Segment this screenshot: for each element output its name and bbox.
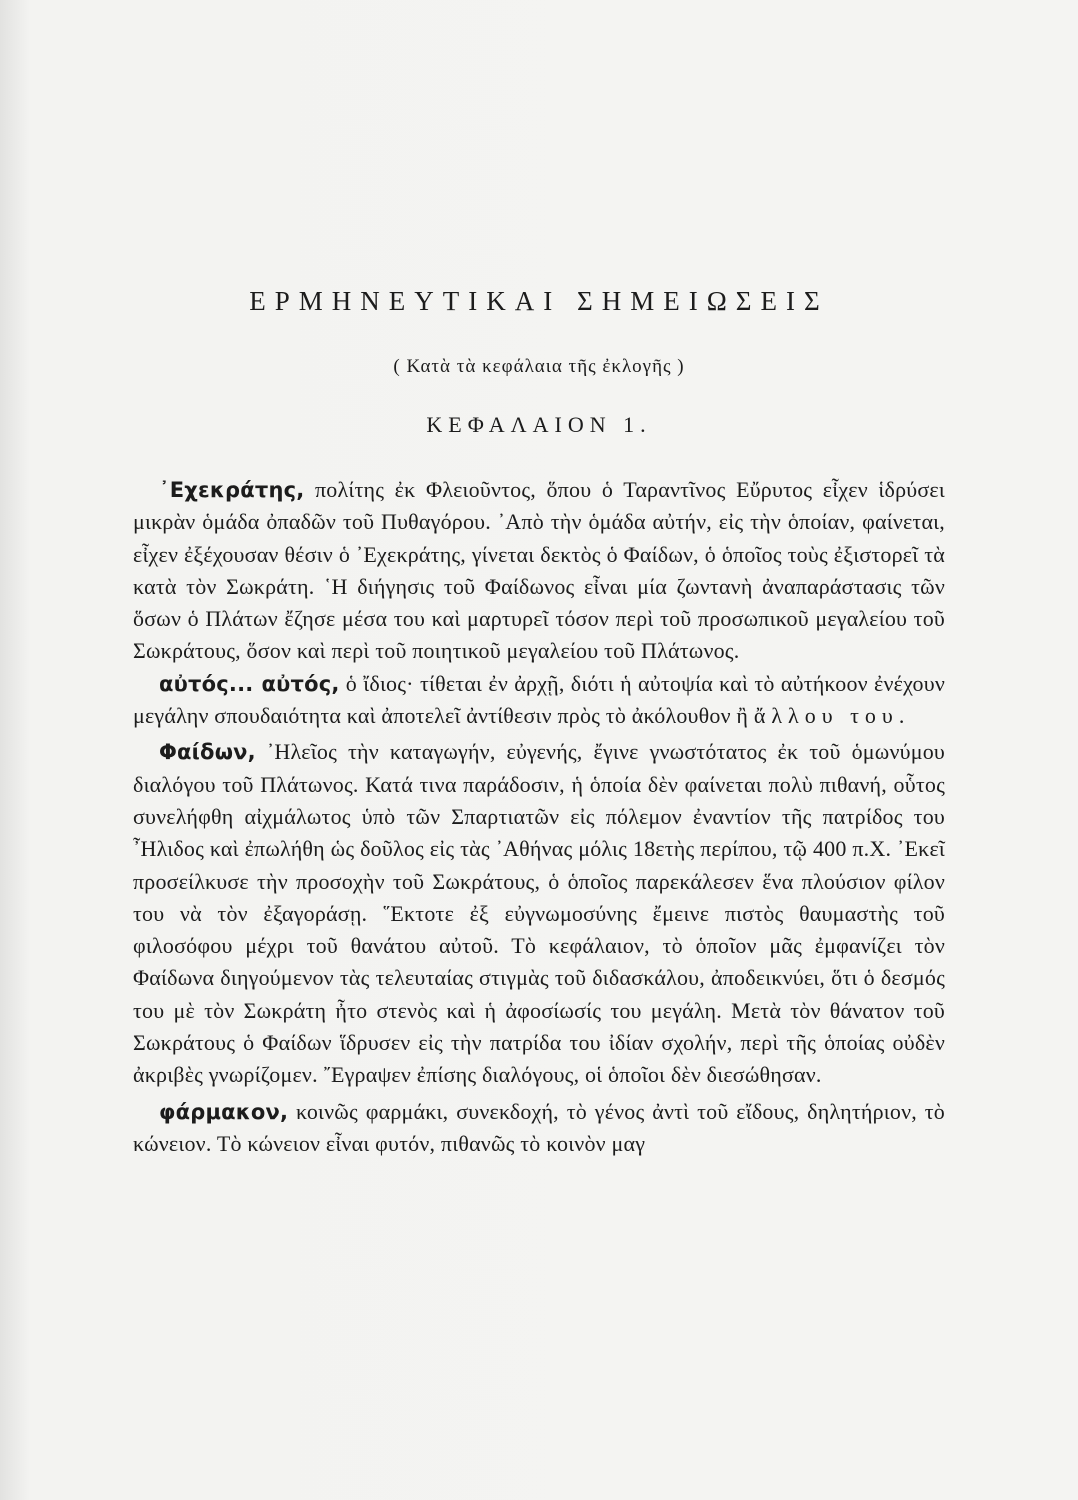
commentary-body	[133, 474, 945, 1160]
term-phaidon: Φαίδων,	[159, 740, 256, 765]
note-text: κοινῶς φαρμάκι, συνεκδοχή, τὸ γένος ἀντὶ τοῦ εἴδους, δηλητήριον, τὸ κώνειον. Τὸ κώνειον εἶναι φυτόν, πιθανῶς τὸ κοινὸν μαγ	[133, 1098, 945, 1156]
note-autos	[133, 668, 945, 733]
chapter-heading: ΚΕΦΑΛΑΙΟΝ 1.	[426, 412, 652, 437]
section-title: ΕΡΜΗΝΕΥΤΙΚΑΙ ΣΗΜΕΙΩΣΕΙΣ	[249, 286, 829, 316]
note-phaidon	[133, 736, 945, 1091]
section-subtitle: ( Κατὰ τὰ κεφάλαια τῆς ἐκλογῆς )	[393, 356, 685, 377]
note-pharmakon	[133, 1096, 945, 1161]
term-autos: αὐτός... αὐτός,	[159, 671, 340, 696]
note-text: ὁ ἴδιος· τίθεται ἐν ἀρχῇ, διότι ἡ αὐτοψία καὶ τὸ αὐτήκοον ἐνέχουν μεγάλην σπουδαιότητα καὶ ἀποτελεῖ ἀντίθεσιν πρὸς τὸ ἀκόλουθον ἢ	[133, 670, 945, 729]
note-echekrates	[133, 474, 945, 668]
term-echekrates: ᾽Εχεκράτης,	[159, 478, 305, 502]
spaced-quote: ἄλλου του.	[753, 703, 911, 729]
note-text: πολίτης ἐκ Φλειοῦντος, ὅπου ὁ Ταραντῖνος Εὔρυτος εἶχεν ἱδρύσει μικρὰν ὁμάδα ὀπαδῶν τοῦ Πυθαγόρου. ᾽Απὸ τὴν ὁμάδα αὐτήν, εἰς τὴν ὁποίαν, φαίνεται, εἶχεν ἐξέχουσαν θέσιν ὁ ᾽Εχεκράτης, γίνεται δεκτὸς ὁ Φαίδων, ὁ ὁποῖος τοὺς ἐξιστορεῖ τὰ κατὰ τὸν Σωκράτη. ῾Η διήγησις τοῦ Φαίδωνος εἶναι μία ζωντανὴ ἀναπαράστασις τῶν ὅσων ὁ Πλάτων ἔζησε μέσα του καὶ μαρτυρεῖ τόσον περὶ τοῦ προσωπικοῦ μεγαλείου τοῦ Σωκράτους, ὅσον καὶ περὶ τοῦ ποιητικοῦ μεγαλείου τοῦ Πλάτωνος.	[133, 477, 945, 664]
note-text: ᾽Ηλεῖος τὴν καταγωγήν, εὐγενής, ἔγινε γνωστότατος ἐκ τοῦ ὁμωνύμου διαλόγου τοῦ Πλάτωνος. Κατά τινα παράδοσιν, ἡ ὁποία δὲν φαίνεται πολὺ πιθανή, οὗτος συνελήφθη αἰχμάλωτος ὑπὸ τῶν Σπαρτιατῶν εἰς πόλεμον ἐναντίον τῆς πατρίδος του ῏Ηλιδος καὶ ἐπωλήθη ὡς δοῦλος εἰς τὰς ᾽Αθήνας μόλις 18ετὴς περίπου, τῷ 400 π.Χ. ᾽Εκεῖ προσείλκυσε τὴν προσοχὴν τοῦ Σωκράτους, ὁ ὁποῖος παρεκάλεσεν ἕνα πλούσιον φίλον του νὰ τὸν ἐξαγοράσῃ. ῞Εκτοτε ἐξ εὐγνωμοσύνης ἔμεινε πιστὸς θαυμαστὴς τοῦ φιλοσόφου μέχρι τοῦ θανάτου αὐτοῦ. Τὸ κεφάλαιον, τὸ ὁποῖον μᾶς ἐμφανίζει τὸν Φαίδωνα διηγούμενον τὰς τελευταίας στιγμὰς τοῦ διδασκάλου, ἀποδεικνύει, ὅτι ὁ δεσμός του μὲ τὸν Σωκράτη ἦτο στενὸς καὶ ἡ ἀφοσίωσίς του μεγάλη. Μετὰ τὸν θάνατον τοῦ Σωκράτους ὁ Φαίδων ἵδρυσεν εἰς τὴν πατρίδα του ἰδίαν σχολήν, περὶ τῆς ὁποίας οὐδὲν ἀκριβὲς γνωρίζομεν. ῎Εγραψεν ἐπίσης διαλόγους, οἱ ὁποῖοι δὲν διεσώθησαν.	[133, 739, 945, 1088]
term-pharmakon: φάρμακον,	[159, 1099, 289, 1124]
